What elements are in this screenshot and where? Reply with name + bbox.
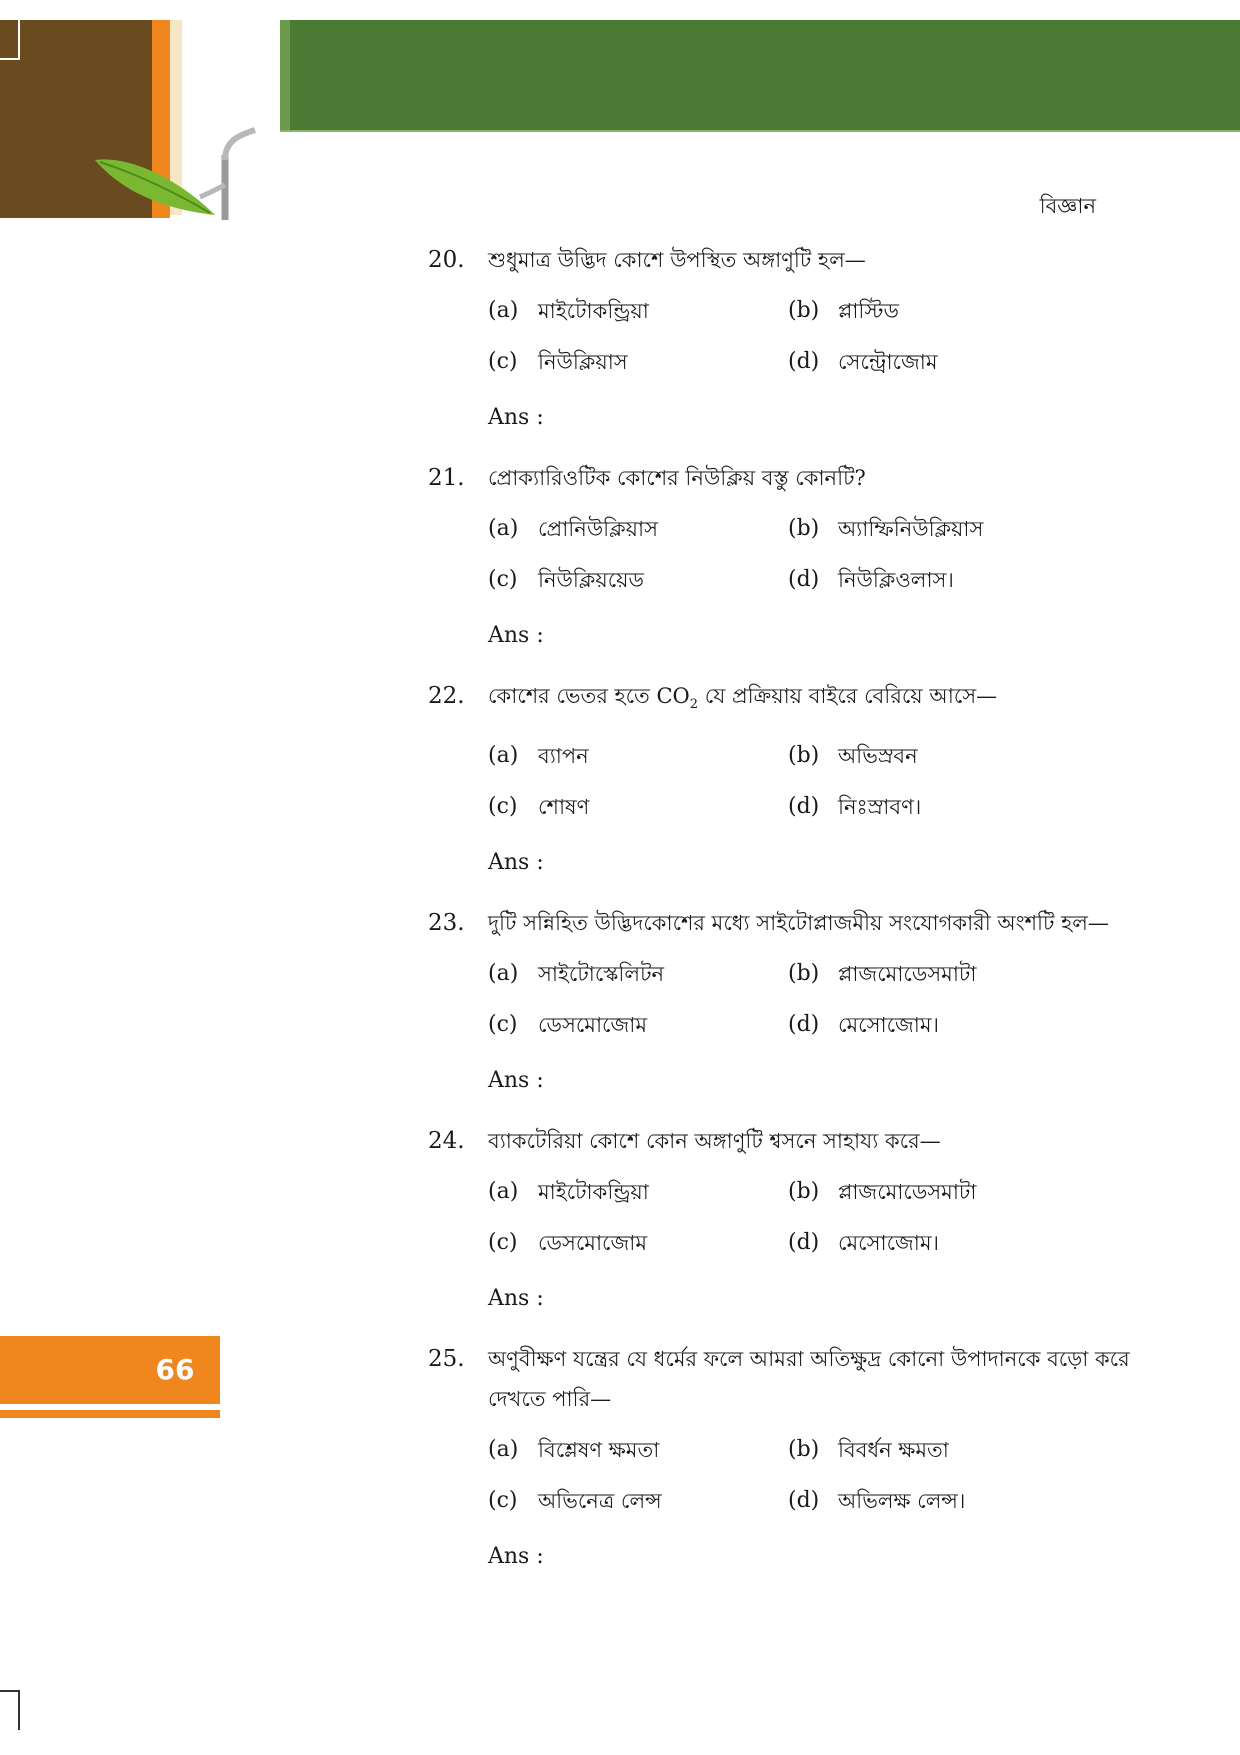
option-list xyxy=(488,291,1148,382)
answer-label: Ans : xyxy=(488,1286,544,1312)
option-text: মেসোজোম। xyxy=(838,1231,940,1256)
option-list xyxy=(488,1172,1148,1263)
option-c xyxy=(488,1005,788,1045)
option-text: মাইটোকন্ড্রিয়া xyxy=(538,299,649,323)
option-text: নিউক্লিয়য়েড xyxy=(538,568,644,592)
option-list xyxy=(488,1430,1148,1521)
question-23 xyxy=(428,903,1148,1101)
option-text: প্রোনিউক্লিয়াস xyxy=(538,517,658,541)
option-text: বিশ্লেষণ ক্ষমতা xyxy=(538,1438,660,1463)
question-list xyxy=(428,240,1148,1597)
question-24 xyxy=(428,1121,1148,1319)
question-number: 24. xyxy=(428,1128,465,1155)
question-text-end: যে প্রক্রিয়ায় বাইরে বেরিয়ে আসে— xyxy=(698,684,998,708)
question-22 xyxy=(428,676,1148,883)
option-key: (a) xyxy=(488,1179,519,1205)
option-key: (c) xyxy=(488,1488,518,1514)
option-text: মাইটোকন্ড্রিয়া xyxy=(538,1180,649,1205)
answer-label: Ans : xyxy=(488,850,544,876)
option-b xyxy=(788,291,1088,331)
option-key: (a) xyxy=(488,1437,519,1463)
option-b xyxy=(788,736,1088,776)
option-b xyxy=(788,1172,1088,1212)
option-text: নিউক্লিওলাস। xyxy=(838,568,954,592)
option-key: (b) xyxy=(788,1179,820,1205)
page-number: 66 xyxy=(155,1353,195,1386)
answer-label: Ans : xyxy=(488,623,544,648)
option-key: (a) xyxy=(488,516,519,541)
option-key: (b) xyxy=(788,298,820,323)
header-band xyxy=(280,20,1240,132)
option-text: বিবর্ধন ক্ষমতা xyxy=(838,1438,949,1463)
subject-label: বিজ্ঞান xyxy=(1039,194,1096,218)
question-number: 21. xyxy=(428,465,465,491)
option-d xyxy=(788,787,1088,827)
option-key: (b) xyxy=(788,961,820,987)
option-b xyxy=(788,954,1088,994)
question-20 xyxy=(428,240,1148,438)
option-key: (d) xyxy=(788,1488,820,1514)
option-key: (c) xyxy=(488,794,518,820)
option-d xyxy=(788,1223,1088,1263)
option-c xyxy=(488,342,788,382)
answer-label: Ans : xyxy=(488,1544,544,1570)
option-text: প্লাজমোডেসমাটা xyxy=(838,1180,977,1205)
option-a xyxy=(488,509,788,549)
option-key: (d) xyxy=(788,1230,820,1256)
option-d xyxy=(788,560,1088,600)
option-c xyxy=(488,560,788,600)
option-c xyxy=(488,787,788,827)
option-text: প্লাজমোডেসমাটা xyxy=(838,962,977,987)
question-text: প্রোক্যারিওটিক কোশের নিউক্লিয় বস্তু কোনটি? xyxy=(488,466,866,490)
option-key: (d) xyxy=(788,794,820,820)
question-25 xyxy=(428,1339,1148,1577)
question-text: অণুবীক্ষণ যন্ত্রের যে ধর্মের ফলে আমরা অতিক্ষুদ্র কোনো উপাদানকে বড়ো করে দেখতে পারি— xyxy=(488,1347,1130,1412)
option-key: (a) xyxy=(488,743,519,769)
option-key: (c) xyxy=(488,1230,518,1256)
option-list xyxy=(488,509,1148,600)
option-text: নিঃস্রাবণ। xyxy=(838,795,922,820)
question-text: ব্যাকটেরিয়া কোশে কোন অঙ্গাণুটি শ্বসনে সাহায্য করে— xyxy=(488,1129,941,1154)
option-key: (a) xyxy=(488,961,519,987)
option-text: শোষণ xyxy=(538,795,590,820)
question-number: 22. xyxy=(428,683,465,709)
option-b xyxy=(788,1430,1088,1470)
option-text: অ্যাম্ফিনিউক্লিয়াস xyxy=(838,517,984,541)
crop-mark-bottom xyxy=(0,1690,20,1730)
option-d xyxy=(788,1481,1088,1521)
option-key: (a) xyxy=(488,298,519,323)
subscript: 2 xyxy=(689,697,699,713)
option-text: সেন্ট্রোজোম xyxy=(838,350,938,374)
option-c xyxy=(488,1481,788,1521)
option-key: (c) xyxy=(488,1012,518,1038)
question-number: 23. xyxy=(428,910,465,937)
option-text: নিউক্লিয়াস xyxy=(538,350,628,374)
option-list xyxy=(488,736,1148,827)
option-d xyxy=(788,342,1088,382)
option-text: অভিলক্ষ লেন্স। xyxy=(838,1489,966,1514)
option-text: অভিনেত্র লেন্স xyxy=(538,1489,662,1514)
option-text: ডেসমোজোম xyxy=(538,1013,648,1038)
option-text: ডেসমোজোম xyxy=(538,1231,648,1256)
option-text: ব্যাপন xyxy=(538,744,589,769)
option-d xyxy=(788,1005,1088,1045)
option-key: (b) xyxy=(788,743,820,769)
sprout-icon xyxy=(195,125,275,225)
option-key: (c) xyxy=(488,567,518,592)
question-text-start: কোশের ভেতর হতে CO xyxy=(488,684,690,708)
option-key: (d) xyxy=(788,349,820,374)
answer-label: Ans : xyxy=(488,405,544,430)
option-list xyxy=(488,954,1148,1045)
option-text: প্লাস্টিড xyxy=(838,299,899,323)
crop-mark-top xyxy=(0,20,20,60)
question-text: শুধুমাত্র উদ্ভিদ কোশে উপস্থিত অঙ্গাণুটি হল— xyxy=(488,248,866,272)
option-key: (b) xyxy=(788,1437,820,1463)
header-band-edge xyxy=(280,20,290,130)
option-c xyxy=(488,1223,788,1263)
option-a xyxy=(488,1430,788,1470)
question-text xyxy=(488,676,1148,725)
option-key: (d) xyxy=(788,567,820,592)
option-key: (b) xyxy=(788,516,820,541)
option-a xyxy=(488,954,788,994)
question-21 xyxy=(428,458,1148,656)
option-text: সাইটোস্কেলিটন xyxy=(538,962,665,987)
option-text: মেসোজোম। xyxy=(838,1013,940,1038)
option-a xyxy=(488,1172,788,1212)
option-a xyxy=(488,291,788,331)
option-a xyxy=(488,736,788,776)
answer-label: Ans : xyxy=(488,1068,544,1094)
option-text: অভিস্রবন xyxy=(838,744,918,769)
page-number-underline xyxy=(0,1410,220,1418)
option-key: (d) xyxy=(788,1012,820,1038)
question-text: দুটি সন্নিহিত উদ্ভিদকোশের মধ্যে সাইটোপ্লাজমীয় সংযোগকারী অংশটি হল— xyxy=(488,911,1109,936)
option-key: (c) xyxy=(488,349,518,374)
question-number: 20. xyxy=(428,247,465,273)
option-b xyxy=(788,509,1088,549)
question-number: 25. xyxy=(428,1346,465,1373)
